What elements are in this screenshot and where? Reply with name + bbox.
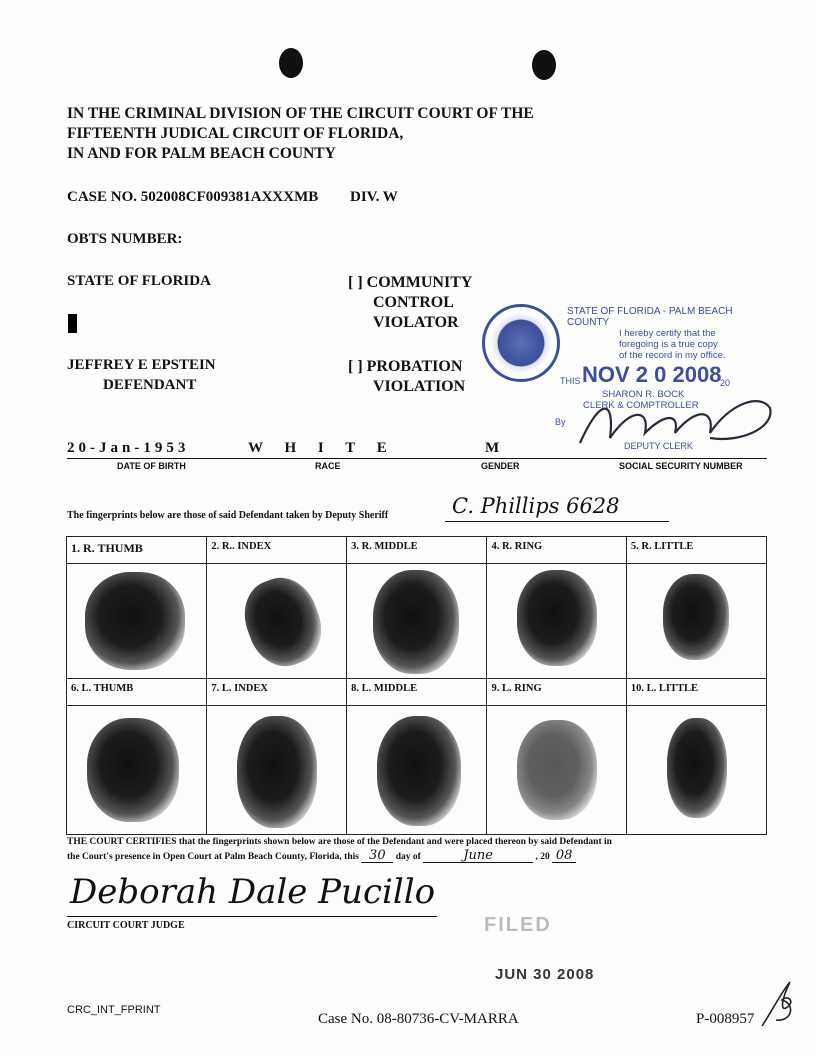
stamp-clerk-title: CLERK & COMPTROLLER [583, 400, 699, 411]
court-header-line-2: FIFTEENTH JUDICAL CIRCUIT OF FLORIDA, [67, 125, 404, 142]
fingerprint-l-thumb [67, 706, 207, 835]
date-of-birth-value: 20-Jan-1953 [67, 440, 190, 456]
certification-stamp [567, 306, 762, 361]
punch-hole-left [279, 48, 303, 78]
defendant-name: JEFFREY E EPSTEIN [67, 357, 216, 373]
defendant-label: DEFENDANT [103, 377, 197, 393]
case-number: CASE NO. 502008CF009381AXXXMB [67, 189, 319, 205]
fingerprint-r-middle [347, 564, 487, 679]
fingerprint-impression [85, 572, 185, 670]
certify-line-1: THE COURT CERTIFIES that the fingerprints shown below are those of the Defendant and were placed thereon by said Defendant in [67, 837, 612, 847]
fingerprint-impression [667, 718, 727, 818]
stamp-line-1: I hereby certify that the [619, 328, 716, 339]
finger-label-l-ring: 9. L. RING [487, 679, 626, 706]
stamp-line-2: foregoing is a true copy [619, 339, 718, 350]
fingerprint-r-index [207, 564, 347, 679]
judge-signature-line [67, 916, 437, 917]
clerk-seal [482, 304, 560, 382]
finger-label-r-middle: 3. R. MIDDLE [347, 537, 487, 564]
fingerprint-impression [234, 568, 332, 675]
race-value: W H I T E [248, 440, 389, 456]
finger-label-r-little: 5. R. LITTLE [626, 537, 766, 564]
probation-violation-checkbox [348, 357, 465, 397]
stamp-deputy: DEPUTY CLERK [624, 441, 693, 451]
fingerprint-impression [373, 570, 459, 674]
stamp-this: THIS [560, 376, 581, 386]
finger-label-r-ring: 4. R. RING [487, 537, 626, 564]
court-certification [67, 836, 612, 864]
race-label: RACE [315, 461, 341, 471]
deputy-signature-line [445, 521, 669, 522]
vitals-underline [67, 458, 767, 459]
fingerprint-impression [87, 718, 179, 822]
state-of-florida: STATE OF FLORIDA [67, 273, 211, 289]
certify-month: June [423, 849, 533, 863]
right-hand-prints [67, 564, 767, 679]
filed-date: JUN 30 2008 [495, 966, 595, 983]
stamp-year-prefix: 20 [720, 378, 731, 388]
certify-line-2 [67, 849, 612, 864]
fingerprint-intro: The fingerprints below are those of said Defendant taken by Deputy Sheriff [67, 510, 389, 521]
fingerprint-l-ring [487, 706, 626, 835]
footer-case-number: Case No. 08-80736-CV-MARRA [318, 1011, 519, 1027]
court-header-line-3: IN AND FOR PALM BEACH COUNTY [67, 145, 336, 162]
finger-label-l-index: 7. L. INDEX [207, 679, 347, 706]
certify-day: 30 [361, 849, 393, 863]
finger-label-l-little: 10. L. LITTLE [626, 679, 766, 706]
gender-value: M [485, 440, 502, 456]
community-line-3: VIOLATOR [373, 314, 459, 331]
community-line-2: CONTROL [373, 294, 454, 311]
filed-stamp: FILED [484, 914, 552, 936]
clerk-signature [570, 388, 780, 458]
finger-label-r-thumb: 1. R. THUMB [67, 537, 207, 564]
right-hand-labels [67, 537, 767, 564]
ssn-label: SOCIAL SECURITY NUMBER [619, 461, 743, 471]
fingerprint-table [66, 536, 767, 835]
certify-year: 08 [552, 849, 576, 863]
community-control-checkbox [348, 273, 472, 333]
date-of-birth-label: DATE OF BIRTH [117, 461, 186, 471]
form-code: CRC_INT_FPRINT [67, 1004, 161, 1016]
certify-text-a: the Court's presence in Open Court at Palm Beach County, Florida, this [67, 852, 359, 862]
left-hand-labels [67, 679, 767, 706]
redaction-block [68, 314, 77, 333]
stamp-by: By [555, 417, 566, 427]
stamp-date: NOV 2 0 2008 [582, 362, 722, 387]
left-hand-prints [67, 706, 767, 835]
fingerprint-impression [663, 574, 729, 660]
fingerprint-impression [237, 716, 317, 828]
fingerprint-r-ring [487, 564, 626, 679]
obts-number: OBTS NUMBER: [67, 231, 183, 247]
page-initials [752, 976, 802, 1032]
division: DIV. W [350, 189, 398, 205]
deputy-signature: C. Phillips 6628 [452, 494, 620, 518]
certify-text-c: , 20 [535, 852, 550, 862]
stamp-line-3: of the record in my office. [619, 350, 726, 361]
fingerprint-l-middle [347, 706, 487, 835]
fingerprint-r-little [626, 564, 766, 679]
judge-signature: Deborah Dale Pucillo [70, 872, 436, 912]
judge-label: CIRCUIT COURT JUDGE [67, 920, 185, 931]
probation-line-2: VIOLATION [373, 378, 466, 395]
fingerprint-impression [517, 570, 597, 666]
page-id: P-008957 [696, 1011, 755, 1027]
fingerprint-impression [377, 716, 461, 826]
stamp-clerk-name: SHARON R. BOCK [602, 389, 685, 400]
punch-hole-right [532, 50, 556, 80]
court-header-line-1: IN THE CRIMINAL DIVISION OF THE CIRCUIT COURT OF THE [67, 105, 534, 122]
finger-label-l-middle: 8. L. MIDDLE [347, 679, 487, 706]
community-line-1: [ ] COMMUNITY [348, 274, 473, 291]
fingerprint-impression [517, 720, 597, 820]
fingerprint-r-thumb [67, 564, 207, 679]
finger-label-r-index: 2. R.. INDEX [207, 537, 347, 564]
certify-text-b: day of [395, 852, 421, 862]
stamp-title: STATE OF FLORIDA - PALM BEACH COUNTY [567, 306, 733, 328]
fingerprint-l-index [207, 706, 347, 835]
finger-label-l-thumb: 6. L. THUMB [67, 679, 207, 706]
probation-line-1: [ ] PROBATION [348, 358, 463, 375]
fingerprint-l-little [626, 706, 766, 835]
court-header [67, 104, 534, 164]
gender-label: GENDER [481, 461, 520, 471]
